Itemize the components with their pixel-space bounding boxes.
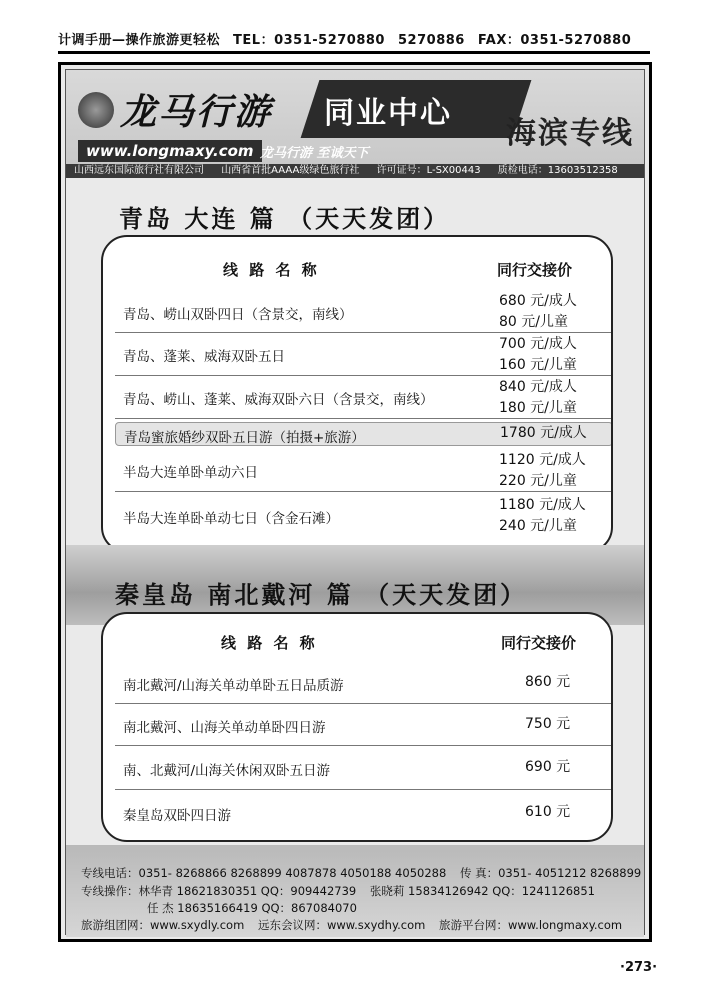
table-row xyxy=(115,660,613,704)
site-tour-group: 旅游组团网：www.sxydly.com xyxy=(81,918,245,932)
agency-info-strip xyxy=(66,164,644,178)
price: 610 元 xyxy=(525,804,571,820)
site-platform: 旅游平台网：www.longmaxy.com xyxy=(439,918,623,932)
table-header xyxy=(103,614,611,660)
staff-3: 任 杰 18635166419 QQ：867084070 xyxy=(147,901,357,915)
price: 750 元 xyxy=(525,716,571,732)
child-price: 80 元/儿童 xyxy=(499,314,568,330)
table-row xyxy=(115,291,613,333)
route-name: 南、北戴河/山海关休闲双卧五日游 xyxy=(123,763,331,779)
child-price: 180 元/儿童 xyxy=(499,400,577,416)
adult-price: 1180 元/成人 xyxy=(499,497,586,513)
price: 690 元 xyxy=(525,759,571,775)
license-number: 许可证号：L-SX00443 xyxy=(376,165,481,176)
child-price: 220 元/儿童 xyxy=(499,473,577,489)
staff-1: 林华青 18621830351 QQ：909442739 xyxy=(138,884,357,898)
route-name: 青岛蜜旅婚纱双卧五日游（拍摄+旅游） xyxy=(124,430,365,446)
adult-price: 1780 元/成人 xyxy=(500,425,587,441)
adult-price: 840 元/成人 xyxy=(499,379,577,395)
child-price: 160 元/儿童 xyxy=(499,357,577,373)
table-row xyxy=(115,790,613,834)
route-name: 秦皇岛双卧四日游 xyxy=(123,808,231,824)
contact-websites xyxy=(81,917,641,933)
table-row xyxy=(115,704,613,746)
price: 860 元 xyxy=(525,674,571,690)
slogan: 龙马行游 至诚天下 xyxy=(260,146,369,161)
table-row xyxy=(115,333,613,376)
route-name: 青岛、崂山双卧四日（含景交，南线） xyxy=(123,307,353,323)
website: www.longmaxy.com xyxy=(78,140,262,162)
col-route-name: 线 路 名 称 xyxy=(223,261,320,279)
table-row xyxy=(115,376,613,419)
top-contact-bar xyxy=(58,32,650,54)
adult-price: 680 元/成人 xyxy=(499,293,577,309)
table-row-highlight xyxy=(115,422,613,446)
brand-name: 龙马行游 xyxy=(120,92,273,133)
child-price: 240 元/儿童 xyxy=(499,518,577,534)
adult-price: 700 元/成人 xyxy=(499,336,577,352)
dragon-horse-logo-icon xyxy=(78,92,114,128)
price-card-qinhuangdao xyxy=(101,612,613,842)
section-title-qinhuangdao: 秦皇岛 南北戴河 篇 （天天发团） xyxy=(115,581,528,609)
contact-staff xyxy=(81,883,641,899)
center-label: 同业中心 xyxy=(324,96,452,131)
tel: TEL：0351-5270880 xyxy=(233,33,385,48)
route-name: 青岛、崂山、蓬莱、威海双卧六日（含景交，南线） xyxy=(123,392,434,408)
qc-phone: 质检电话：13603512358 xyxy=(497,165,618,176)
phone-label: 专线电话： xyxy=(81,866,139,880)
fax: FAX：0351-5270880 xyxy=(477,33,632,48)
table-row xyxy=(115,449,613,492)
line-label: 海滨专线 xyxy=(506,116,634,151)
route-name: 半岛大连单卧单动六日 xyxy=(123,465,258,481)
section-title-qingdao-dalian: 青岛 大连 篇 （天天发团） xyxy=(119,205,451,233)
phone-numbers: 0351- 8268866 8268899 4087878 4050188 4050288 xyxy=(138,866,447,880)
page-number: ·273· xyxy=(620,960,658,975)
agency-name: 山西远东国际旅行社有限公司 xyxy=(74,165,204,176)
header-banner xyxy=(66,70,644,178)
table-row xyxy=(115,746,613,790)
adult-price: 1120 元/成人 xyxy=(499,452,586,468)
staff-2: 张晓莉 15834126942 QQ：1241126851 xyxy=(369,884,595,898)
table-row xyxy=(115,493,613,539)
col-trade-price: 同行交接价 xyxy=(497,261,573,279)
ad-page xyxy=(58,62,652,942)
col-trade-price: 同行交接价 xyxy=(501,634,577,652)
route-name: 青岛、蓬莱、威海双卧五日 xyxy=(123,349,285,365)
col-route-name: 线 路 名 称 xyxy=(221,634,318,652)
table-header xyxy=(103,237,611,283)
tel-2: 5270886 xyxy=(398,33,465,48)
contact-staff-3 xyxy=(147,900,652,916)
staff-label: 专线操作： xyxy=(81,884,139,898)
site-conference: 远东会议网：www.sxydhy.com xyxy=(257,918,426,932)
route-name: 半岛大连单卧单动七日（含金石滩） xyxy=(123,511,339,527)
fax-number: 传 真：0351- 4051212 8268899 xyxy=(459,866,641,880)
contact-phones xyxy=(81,865,641,881)
route-name: 南北戴河/山海关单动单卧五日品质游 xyxy=(123,678,344,694)
agency-rating: 山西省首批AAAA级绿色旅行社 xyxy=(221,165,360,176)
route-name: 南北戴河、山海关单动单卧四日游 xyxy=(123,720,326,736)
price-card-qingdao-dalian xyxy=(101,235,613,553)
tagline: 计调手册—操作旅游更轻松 xyxy=(58,33,221,48)
